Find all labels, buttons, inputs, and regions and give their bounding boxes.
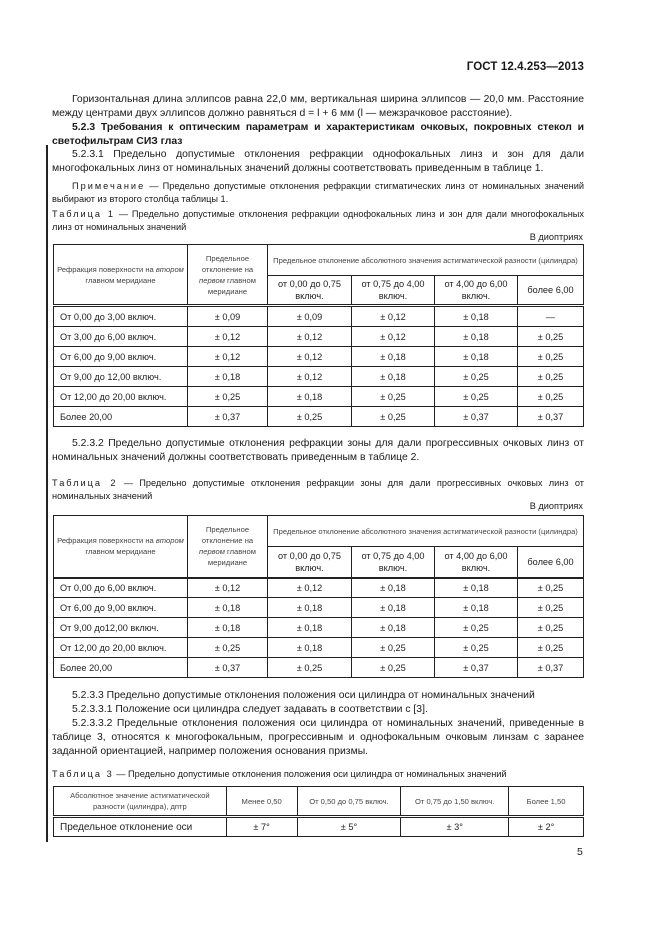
table1-col-first-meridian: Предельное отклонение на первом главном меридиане [188,245,268,306]
table-row: Предельное отклонение оси ± 7° ± 5° ± 3° ± 2° [54,817,584,837]
table2-subheader: от 0,00 до 0,75 включ. [268,547,352,578]
table3-header: От 0,75 до 1,50 включ. [401,787,509,817]
table3-header: Абсолютное значение астигматической разности (цилиндра), дптр [54,787,227,817]
table2-units: В диоптриях [529,501,583,511]
section-title-5-2-3: 5.2.3 Требования к оптическим параметрам и характеристикам очковых, покровных стекол и светофильтрам СИЗ глаз [52,122,584,147]
table2-caption [52,477,584,502]
paragraph-5-2-3-2: 5.2.3.2 Предельно допустимые отклонения рефракции зоны для дали прогрессивных очковых линз от номинальных значений должны соответствовать приведенным в таблице 2. [52,438,584,463]
paragraph-5-2-3-3-1: 5.2.3.3.1 Положение оси цилиндра следует задавать в соответствии с [3]. [72,704,428,715]
table2-label: Таблица 2 [52,478,118,488]
change-bar [46,145,48,842]
table1-group-header: Предельное отклонение абсолютного значения астигматической разности (цилиндра) [268,245,584,276]
table1-subheader: от 0,75 до 4,00 включ. [352,276,435,306]
standard-designation: ГОСТ 12.4.253—2013 [466,61,584,73]
table2-col-first-meridian: Предельное отклонение на первом главном меридиане [188,516,268,578]
table-row: Более 20,00 ± 0,37 ± 0,25 ± 0,25 ± 0,37 ± 0,37 [54,658,584,678]
table-row: От 12,00 до 20,00 включ. ± 0,25 ± 0,18 ± 0,25 ± 0,25 ± 0,25 [54,638,584,658]
table2-caption-text: — Предельно допустимые отклонения рефракции зоны для дали прогрессивных очковых линз от номинальных значений [52,478,585,501]
table2-subheader: более 6,00 [518,547,584,578]
table-row: От 0,00 до 3,00 включ. ± 0,09 ± 0,09 ± 0,12 ± 0,18 — [54,306,584,327]
paragraph-5-2-3-1: 5.2.3.1 Предельно допустимые отклонения рефракции однофокальных линз и зон для дали многофокальных линз от номинальных значений должны соответствовать приведенным в таблице 1. [52,149,584,174]
table1-subheader: от 4,00 до 6,00 включ. [435,276,518,306]
table1-subheader: от 0,00 до 0,75 включ. [268,276,352,306]
table-2 [53,515,584,678]
paragraph-5-2-3-3-2: 5.2.3.3.2 Предельные отклонения положения оси цилиндра от номинальных значений, приведенные в таблице 3, относятся к многофокальным, прогрессивным и однофокальным очковым линзам с заранее заданной ориентацией, например положения основания призмы. [52,718,584,757]
table-3 [53,786,584,837]
table3-caption-text: — Предельно допустимые отклонения положения оси цилиндра от номинальных значений [113,769,507,779]
table-row: От 9,00 до12,00 включ. ± 0,18 ± 0,18 ± 0,18 ± 0,25 ± 0,25 [54,618,584,638]
note-label: Примечание [72,181,146,191]
note-text: — Предельно допустимые отклонения рефракции стигматических линз от номинальных значений выбирают из второго столбца таблицы 1. [52,181,584,204]
table-row: Более 20,00 ± 0,37 ± 0,25 ± 0,25 ± 0,37 ± 0,37 [54,407,584,427]
table-row: От 6,00 до 9,00 включ. ± 0,18 ± 0,18 ± 0,18 ± 0,18 ± 0,25 [54,598,584,618]
table1-label: Таблица 1 [52,209,115,219]
table1-subheader: более 6,00 [518,276,584,306]
table2-col-refraction: Рефракция поверхности на втором главном меридиане [54,516,188,578]
table1-caption-text: — Предельно допустимые отклонения рефракции однофокальных линз и зон для дали многофокальных линз от номинальных значений [52,209,584,232]
table-row: От 0,00 до 6,00 включ. ± 0,12 ± 0,12 ± 0,18 ± 0,18 ± 0,25 [54,578,584,598]
table3-header: Менее 0,50 [226,787,297,817]
page-number: 5 [577,846,583,858]
table-row: От 9,00 до 12,00 включ. ± 0,18 ± 0,12 ± 0,18 ± 0,25 ± 0,25 [54,367,584,387]
table-row: От 6,00 до 9,00 включ. ± 0,12 ± 0,12 ± 0,18 ± 0,18 ± 0,25 [54,347,584,367]
table3-caption [52,768,584,781]
table1-caption [52,208,584,233]
table1-units: В диоптриях [529,232,583,242]
table2-subheader: от 0,75 до 4,00 включ. [352,547,435,578]
section-5-2-3-3-title: 5.2.3.3 Предельно допустимые отклонения положения оси цилиндра от номинальных значений [72,690,535,701]
table2-subheader: от 4,00 до 6,00 включ. [435,547,518,578]
table3-header: Более 1,50 [509,787,584,817]
table1-col-refraction: Рефракция поверхности на втором главном меридиане [54,245,188,306]
intro-paragraph: Горизонтальная длина эллипсов равна 22,0 мм, вертикальная ширина эллипсов — 20,0 мм. Расстояние между центрами двух эллипсов должно равняться d = l + 6 мм (l — межзрачковое расстояние). [52,94,584,119]
table-1 [53,244,584,427]
table3-label: Таблица 3 [52,769,114,779]
table3-header: От 0,50 до 0,75 включ. [297,787,401,817]
table2-group-header: Предельное отклонение абсолютного значения астигматической разности (цилиндра) [268,516,584,547]
table-row: От 3,00 до 6,00 включ. ± 0,12 ± 0,12 ± 0,12 ± 0,18 ± 0,25 [54,327,584,347]
note-paragraph [52,180,584,205]
table-row: От 12,00 до 20,00 включ. ± 0,25 ± 0,18 ± 0,25 ± 0,25 ± 0,25 [54,387,584,407]
